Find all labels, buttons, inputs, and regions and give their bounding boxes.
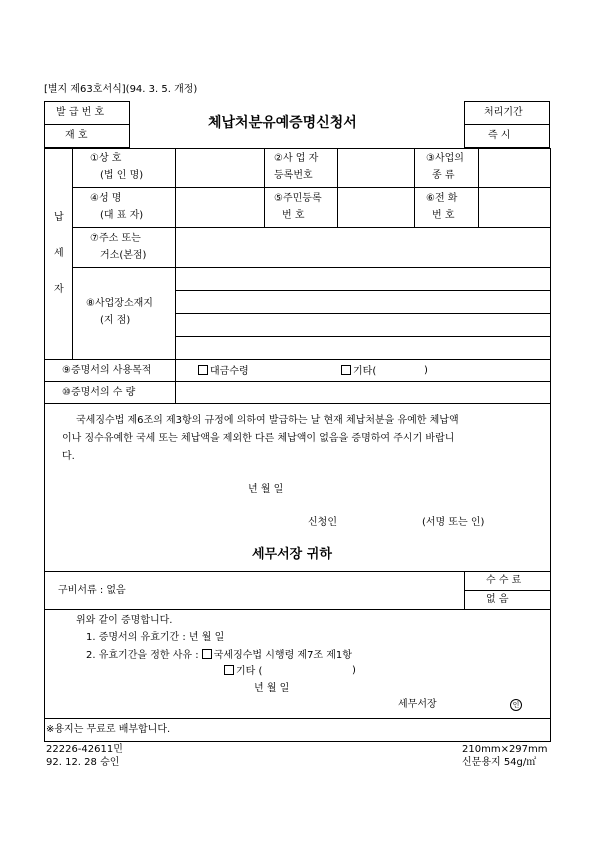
trade-name-field[interactable] — [176, 149, 263, 186]
resident-no-label-2: 번 호 — [282, 210, 305, 221]
certify-reason — [86, 649, 352, 662]
payment-checkbox[interactable] — [198, 365, 208, 375]
corporate-name-label: (법 인 명) — [100, 170, 144, 181]
purpose-label: ⑨증명서의 사용목적 — [62, 365, 152, 376]
phone-label-2: 번 호 — [432, 210, 455, 221]
required-documents: 구비서류 : 없음 — [58, 585, 126, 596]
address-label-2: 거소(본점) — [100, 250, 147, 261]
form-reference: [별지 제63호서식](94. 3. 5. 개정) — [44, 84, 198, 95]
name-field[interactable] — [176, 188, 263, 226]
statement-line-1: 국세징수법 제6조의 제3항의 규정에 의하여 발급하는 날 현재 체납처분을 유예한 체납액 — [76, 415, 459, 426]
purpose-option-payment[interactable] — [198, 365, 249, 378]
fee-label: 수 수 료 — [486, 575, 522, 586]
reason-law-label: 국세징수법 시행령 제7조 제1항 — [213, 650, 352, 661]
address-field[interactable] — [176, 228, 550, 266]
payment-label: 대금수령 — [210, 366, 249, 377]
name-label: ④성 명 — [90, 193, 122, 204]
processing-period-value: 즉 시 — [488, 130, 511, 141]
other-checkbox[interactable] — [341, 365, 351, 375]
trade-name-label: ①상 호 — [90, 153, 122, 164]
signature-label: (서명 또는 인) — [422, 517, 485, 528]
biz-type-field[interactable] — [479, 149, 550, 186]
receipt-number-label: 재 호 — [65, 130, 88, 141]
biz-type-label-2: 종 류 — [432, 170, 455, 181]
applicant-label: 신청인 — [308, 517, 337, 528]
biz-reg-label: ②사 업 자 — [274, 153, 319, 164]
purpose-option-other[interactable] — [341, 365, 376, 378]
reason-other-close: ) — [352, 665, 356, 676]
processing-period-label: 처리기간 — [484, 107, 523, 118]
issue-number-label: 발 급 번 호 — [56, 107, 105, 118]
reason-law-checkbox[interactable] — [202, 649, 212, 659]
certify-reason-other — [224, 665, 262, 678]
other-label: 기타( — [353, 366, 377, 377]
quantity-field[interactable] — [176, 382, 550, 402]
biz-location-field[interactable] — [176, 268, 550, 358]
statement-line-3: 다. — [62, 451, 75, 462]
quantity-label: ⑩증명서의 수 량 — [62, 387, 136, 398]
certify-line-1: 위와 같이 증명합니다. — [76, 615, 173, 626]
resident-no-label: ⑤주민등록 — [274, 193, 322, 204]
address-label: ⑦주소 또는 — [90, 233, 141, 244]
seal-icon: 인 — [510, 699, 522, 711]
paper-type: 신문용지 54g/㎡ — [462, 757, 537, 768]
page-title: 체납처분유예증명신청서 — [208, 115, 357, 131]
taxpayer-side-label-1: 납 — [54, 212, 64, 223]
certify-date: 년 월 일 — [254, 683, 290, 694]
biz-location-label: ⑧사업장소재지 — [86, 298, 153, 309]
application-date: 년 월 일 — [248, 484, 284, 495]
paper-size: 210mm×297mm — [462, 744, 548, 755]
reason-other-checkbox[interactable] — [224, 665, 234, 675]
taxpayer-side-label-2: 세 — [54, 248, 64, 259]
certify-validity: 1. 증명서의 유효기간 : 년 월 일 — [86, 632, 225, 643]
biz-reg-label-2: 등록번호 — [274, 170, 313, 181]
phone-label: ⑥전 화 — [426, 193, 458, 204]
reason-prefix: 2. 유효기간을 정한 사유 : — [86, 650, 199, 661]
form-code: 22226-42611민 — [46, 744, 123, 755]
other-close-paren: ) — [424, 365, 428, 376]
branch-label: (지 점) — [100, 315, 131, 326]
addressee: 세무서장 귀하 — [252, 547, 332, 562]
reason-other-label: 기타 ( — [236, 666, 263, 677]
free-distribution-note: ※용지는 무료로 배부합니다. — [46, 724, 171, 735]
representative-label: (대 표 자) — [100, 210, 144, 221]
resident-no-field[interactable] — [338, 188, 413, 226]
statement-line-2: 이나 징수유예한 국세 또는 체납액을 제외한 다른 체납액이 없음을 증명하여 주시기 바랍니 — [62, 433, 455, 444]
taxpayer-side-label-3: 자 — [54, 284, 64, 295]
biz-reg-field[interactable] — [338, 149, 413, 186]
phone-field[interactable] — [479, 188, 550, 226]
issuer-label: 세무서장 — [398, 699, 437, 710]
biz-type-label: ③사업의 — [426, 153, 464, 164]
fee-value: 없 음 — [486, 594, 509, 605]
approval-date: 92. 12. 28 승인 — [46, 757, 120, 768]
